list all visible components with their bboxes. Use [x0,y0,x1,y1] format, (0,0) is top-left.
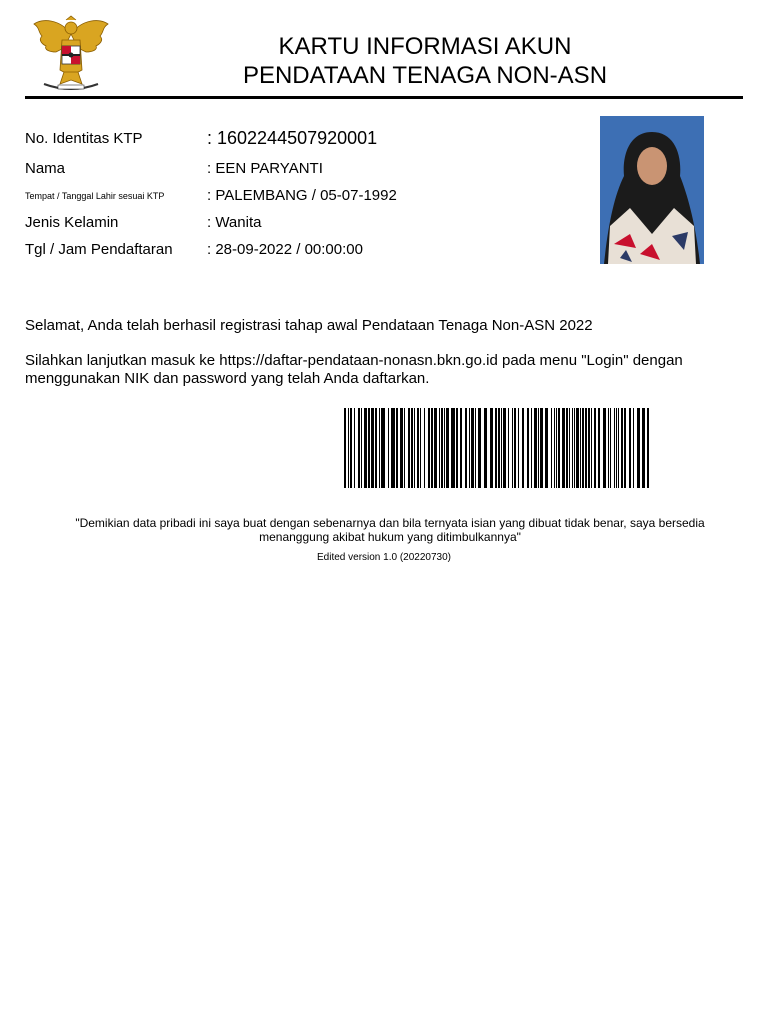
declaration-text: "Demikian data pribadi ini saya buat dengan sebenarnya dan bila ternyata isian yang dibuat tidak benar, saya bersedia menanggung akibat hukum yang ditimbulkannya" [75,516,705,544]
registration-date-label: Tgl / Jam Pendaftaran [25,241,173,258]
registration-barcode [344,408,651,488]
title-line-1: KARTU INFORMASI AKUN [278,33,572,60]
success-message: Selamat, Anda telah berhasil registrasi tahap awal Pendataan Tenaga Non-ASN 2022 [25,317,593,334]
registration-date-value: : 28-09-2022 / 00:00:00 [207,241,363,258]
instruction-message: Silahkan lanjutkan masuk ke https://daftar-pendataan-nonasn.bkn.go.id pada menu "Login" dengan menggunakan NIK dan password yang telah Anda daftarkan. [25,352,683,387]
version-text: Edited version 1.0 (20220730) [317,552,451,563]
gender-label: Jenis Kelamin [25,214,119,231]
garuda-emblem-icon [30,14,112,94]
profile-photo [600,116,704,264]
ttl-label: Tempat / Tanggal Lahir sesuai KTP [25,191,165,201]
nama-value: : EEN PARYANTI [207,160,323,177]
title-line-2: PENDATAAN TENAGA NON-ASN [242,62,608,89]
ktp-value: : 1602244507920001 [207,128,378,148]
gender-value: : Wanita [207,214,262,231]
page-title [160,32,690,90]
ttl-value: : PALEMBANG / 05-07-1992 [207,187,397,204]
nama-label: Nama [25,160,66,177]
ktp-label: No. Identitas KTP [25,130,143,147]
header-divider [25,96,743,99]
